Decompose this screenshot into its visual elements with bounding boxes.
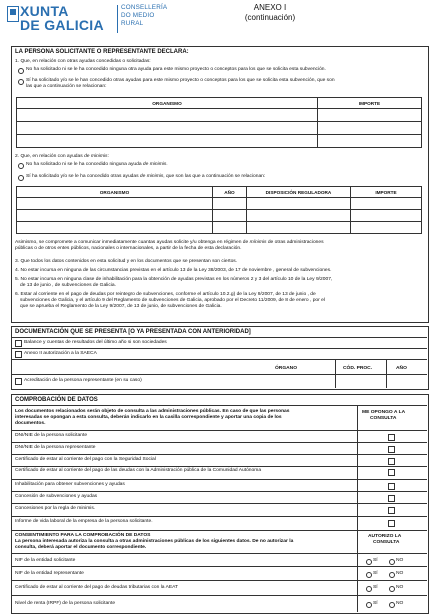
consent-item: Certificado de estar al corriente del pago de deudas tributarias con la AEAT	[15, 585, 179, 590]
brand-line2: DE GALICIA	[20, 17, 104, 33]
brand-line1: XUNTA	[20, 3, 69, 19]
authorize-no-radio[interactable]	[389, 602, 395, 608]
verification-item: Concesión de subvenciones y ayudas	[15, 494, 98, 499]
table-cell[interactable]	[17, 210, 213, 222]
divider	[12, 580, 427, 581]
commitment-line-1: Asimismo, se compromete a comunicar inmediatamente cuantas ayudas solicite y/u obtenga en régimen de mínimis de otras administraciones	[15, 240, 324, 245]
table-cell[interactable]	[17, 122, 318, 135]
oppose-header-1: ME OPONGO A LA	[362, 410, 406, 415]
verification-item: Certificado de estar al corriente del pago con la Seguridad Social	[15, 457, 156, 462]
table-cell[interactable]	[17, 109, 318, 122]
divider	[12, 374, 427, 375]
question-2: 2. Que, en relación con ayudas de minimis:	[15, 154, 109, 159]
table-cell[interactable]	[213, 210, 247, 222]
verification-item: DNI/NIE de la persona representante	[15, 445, 96, 450]
verification-item: Informe de vida laboral de la empresa de la persona solicitante.	[15, 519, 153, 524]
consent-title: CONSENTIMIENTO PARA LA COMPROBACIÓN DE DATOS	[15, 533, 151, 538]
divider	[12, 454, 427, 455]
divider	[12, 516, 427, 517]
table-cell[interactable]	[213, 222, 247, 234]
q2-yes-radio[interactable]	[18, 175, 24, 181]
yes-label: SÍ	[373, 558, 378, 563]
annex-title: ANEXO I	[253, 3, 287, 12]
declaration-6b: subvenciones de Galicia, y el artículo 9 del Reglamento de subvenciones de Galicia, aprobado por el Decreto 11/2009, de 8 de enero , por el	[20, 298, 325, 303]
no-label: NO	[396, 558, 404, 563]
q1-yes-radio[interactable]	[18, 79, 24, 85]
declaration-3: 3. Que todos los datos contenidos en esta solicitud y en los documentos que se presentan son ciertos.	[15, 259, 238, 264]
consent-text-1: La persona interesada autoriza la consulta a otras administraciones públicas de los siguientes datos. De no autorizar la	[15, 539, 294, 544]
documentation-title: DOCUMENTACIÓN QUE SE PRESENTA [O YA PRESENTADA CON ANTERIORIDAD]	[15, 329, 251, 335]
q1-yes-label-2: las que a continuación se relacionan:	[26, 84, 107, 89]
table-cell[interactable]	[17, 198, 213, 210]
declaration-6a: 6. Estar al corriente en el pago de deudas por reintegro de subvenciones, conforme el artículo 10.2.g) de la Ley 9/2007, de 13 de junio , de	[15, 292, 316, 297]
authorize-yes-radio[interactable]	[366, 602, 372, 608]
declaration-5b: de 13 de junio , de subvenciones de Galicia.	[20, 283, 116, 288]
verification-intro-1: Los documentos relacionados serán objeto de consulta a las administraciones públicas. En caso de que las personas	[15, 409, 290, 414]
col-cod-proc: CÓD. PROC.	[343, 366, 373, 371]
verification-title: COMPROBACIÓN DE DATOS	[15, 397, 98, 403]
table-cell[interactable]	[213, 198, 247, 210]
col-importe: IMPORTE	[318, 98, 422, 109]
consent-item: NIF de la entidad solicitante	[15, 558, 76, 563]
col-importe: IMPORTE	[351, 187, 422, 198]
divider	[12, 442, 427, 443]
dept-line2: DO MEDIO	[121, 12, 155, 20]
divider	[12, 503, 427, 504]
col-ano: AÑO	[396, 366, 407, 371]
verification-item: Certificado de estar al corriente del pago de las deudas con la Administración pública de la Comunidad Autónoma	[15, 468, 262, 473]
oppose-checkbox[interactable]	[388, 483, 395, 490]
consent-item: Nivel de renta (IRPF) de la persona solicitante	[15, 601, 116, 606]
table-cell[interactable]	[351, 222, 422, 234]
divider	[12, 491, 427, 492]
verification-intro-3: documentos.	[15, 421, 46, 426]
table-cell[interactable]	[351, 210, 422, 222]
q1-yes-label-1: Sí ha solicitado y/o se le han concedido otras ayudas para este mismo proyecto o conceptos para los que se solicita esta subvención, que son	[26, 78, 335, 83]
verification-item: Concesiones por la regla de minimis.	[15, 506, 96, 511]
balance-checkbox[interactable]	[15, 340, 22, 347]
commitment-line-2: públicas o de otros entes públicos, nacionales o internacionales, a partir de la fecha de esta declaración.	[15, 246, 242, 251]
declaration-title: LA PERSONA SOLICITANTE O REPRESENTANTE DECLARA:	[15, 49, 189, 55]
annex-subtitle: (continuación)	[244, 13, 296, 22]
table-cell[interactable]	[247, 222, 351, 234]
consent-text-2: consulta, deberá aportar el documento correspondiente.	[15, 545, 147, 550]
table-cell[interactable]	[17, 135, 318, 148]
col-organismo: ORGANISMO	[17, 187, 213, 198]
divider	[357, 405, 358, 530]
q2-yes-label: Sí ha solicitado y/o se le ha concedido otras ayudas de minimis, que son las que a continuación se relacionan:	[26, 174, 266, 179]
declaration-4: 4. No estar incursa en ninguna de las circunstancias previstas en el artículo 13 de la Ley 38/2003, de 17 de noviembre , general de subvenciones.	[15, 268, 332, 273]
divider	[12, 466, 427, 467]
dept-line1: CONSELLERÍA	[121, 4, 168, 11]
oppose-checkbox[interactable]	[388, 446, 395, 453]
verification-item: DNI/NIE de la persona solicitante	[15, 433, 88, 438]
authorize-no-radio[interactable]	[389, 586, 395, 592]
divider	[12, 348, 427, 349]
table-cell[interactable]	[351, 198, 422, 210]
q1-no-label: No ha solicitado ni se le ha concedido ninguna otra ayuda para este mismo proyecto o conceptos para los que se solicita esta subvención.	[26, 67, 326, 72]
authorize-header-1: AUTORIZO LA	[368, 534, 402, 539]
no-label: NO	[396, 601, 404, 606]
oppose-checkbox[interactable]	[388, 495, 395, 502]
no-label: NO	[396, 571, 404, 576]
oppose-checkbox[interactable]	[388, 507, 395, 514]
authorize-yes-radio[interactable]	[366, 572, 372, 578]
minimis-aids-table	[16, 186, 422, 234]
dept-line3: RURAL	[121, 20, 144, 28]
representative-checkbox[interactable]	[15, 378, 22, 385]
table-cell[interactable]	[318, 135, 422, 148]
oppose-checkbox[interactable]	[388, 469, 395, 476]
col-ano: AÑO	[213, 187, 247, 198]
xunta-logo-icon	[7, 6, 19, 22]
oppose-checkbox[interactable]	[388, 520, 395, 527]
verification-item: Inhabilitación para obtener subvenciones y ayudas	[15, 482, 125, 487]
col-organismo: ORGANISMO	[17, 98, 318, 109]
table-cell[interactable]	[247, 210, 351, 222]
divider	[12, 359, 427, 360]
authorize-no-radio[interactable]	[389, 572, 395, 578]
oppose-checkbox[interactable]	[388, 458, 395, 465]
brand-divider	[117, 5, 118, 33]
other-aids-table	[16, 97, 422, 148]
divider	[12, 430, 427, 431]
question-1: 1. Que, en relación con otras ayudas concedidas o solicitadas:	[15, 59, 151, 64]
annex-heading	[230, 3, 310, 23]
divider	[12, 530, 427, 531]
divider	[12, 479, 427, 480]
divider	[12, 566, 427, 567]
saeca-label: Anexo II autorización a la SAECA	[24, 351, 97, 356]
q2-no-radio[interactable]	[18, 163, 24, 169]
oppose-checkbox[interactable]	[388, 434, 395, 441]
consent-item: NIF de la entidad representante	[15, 571, 84, 576]
q2-no-label: No ha solicitado ni se le ha concedido ninguna ayuda de minimis.	[26, 162, 168, 167]
representative-label: Acreditación de la persona representante (en su caso)	[24, 378, 142, 383]
oppose-header-2: CONSULTA	[370, 416, 397, 421]
table-cell[interactable]	[17, 222, 213, 234]
table-cell[interactable]	[247, 198, 351, 210]
saeca-checkbox[interactable]	[15, 351, 22, 358]
authorize-yes-radio[interactable]	[366, 586, 372, 592]
divider	[357, 530, 358, 612]
declaration-6c: que se aprueba el Reglamento de la Ley 9/2007, de 13 de junio, de subvenciones de Galicia.	[20, 304, 222, 309]
divider	[12, 595, 427, 596]
verification-intro-2: interesadas se opongan a esta consulta, deberán indicarlo en la casilla correspondiente y aportar una copia de los	[15, 415, 282, 420]
col-organo: ÓRGANO	[275, 366, 298, 371]
authorize-header-2: CONSULTA	[373, 540, 400, 545]
yes-label: SÍ	[373, 601, 378, 606]
authorize-no-radio[interactable]	[389, 559, 395, 565]
authorize-yes-radio[interactable]	[366, 559, 372, 565]
divider	[12, 405, 427, 406]
yes-label: SÍ	[373, 571, 378, 576]
table-cell[interactable]	[318, 109, 422, 122]
divider	[12, 337, 427, 338]
table-cell[interactable]	[318, 122, 422, 135]
balance-label: Balance y cuentas de resultados del último año si son sociedades	[24, 340, 167, 345]
department-name	[121, 4, 167, 29]
verification-section	[11, 394, 429, 614]
declaration-5a: 5. No estar incursa en ninguna clase de inhabilitación para la obtención de ayudas previstas en los números 2 y 3 del artículo 10 de la Ley 9/2007,	[15, 277, 333, 282]
q1-no-radio[interactable]	[18, 68, 24, 74]
yes-label: SÍ	[373, 585, 378, 590]
divider	[12, 553, 427, 554]
no-label: NO	[396, 585, 404, 590]
col-disposicion: DISPOSICIÓN REGULADORA	[247, 187, 351, 198]
